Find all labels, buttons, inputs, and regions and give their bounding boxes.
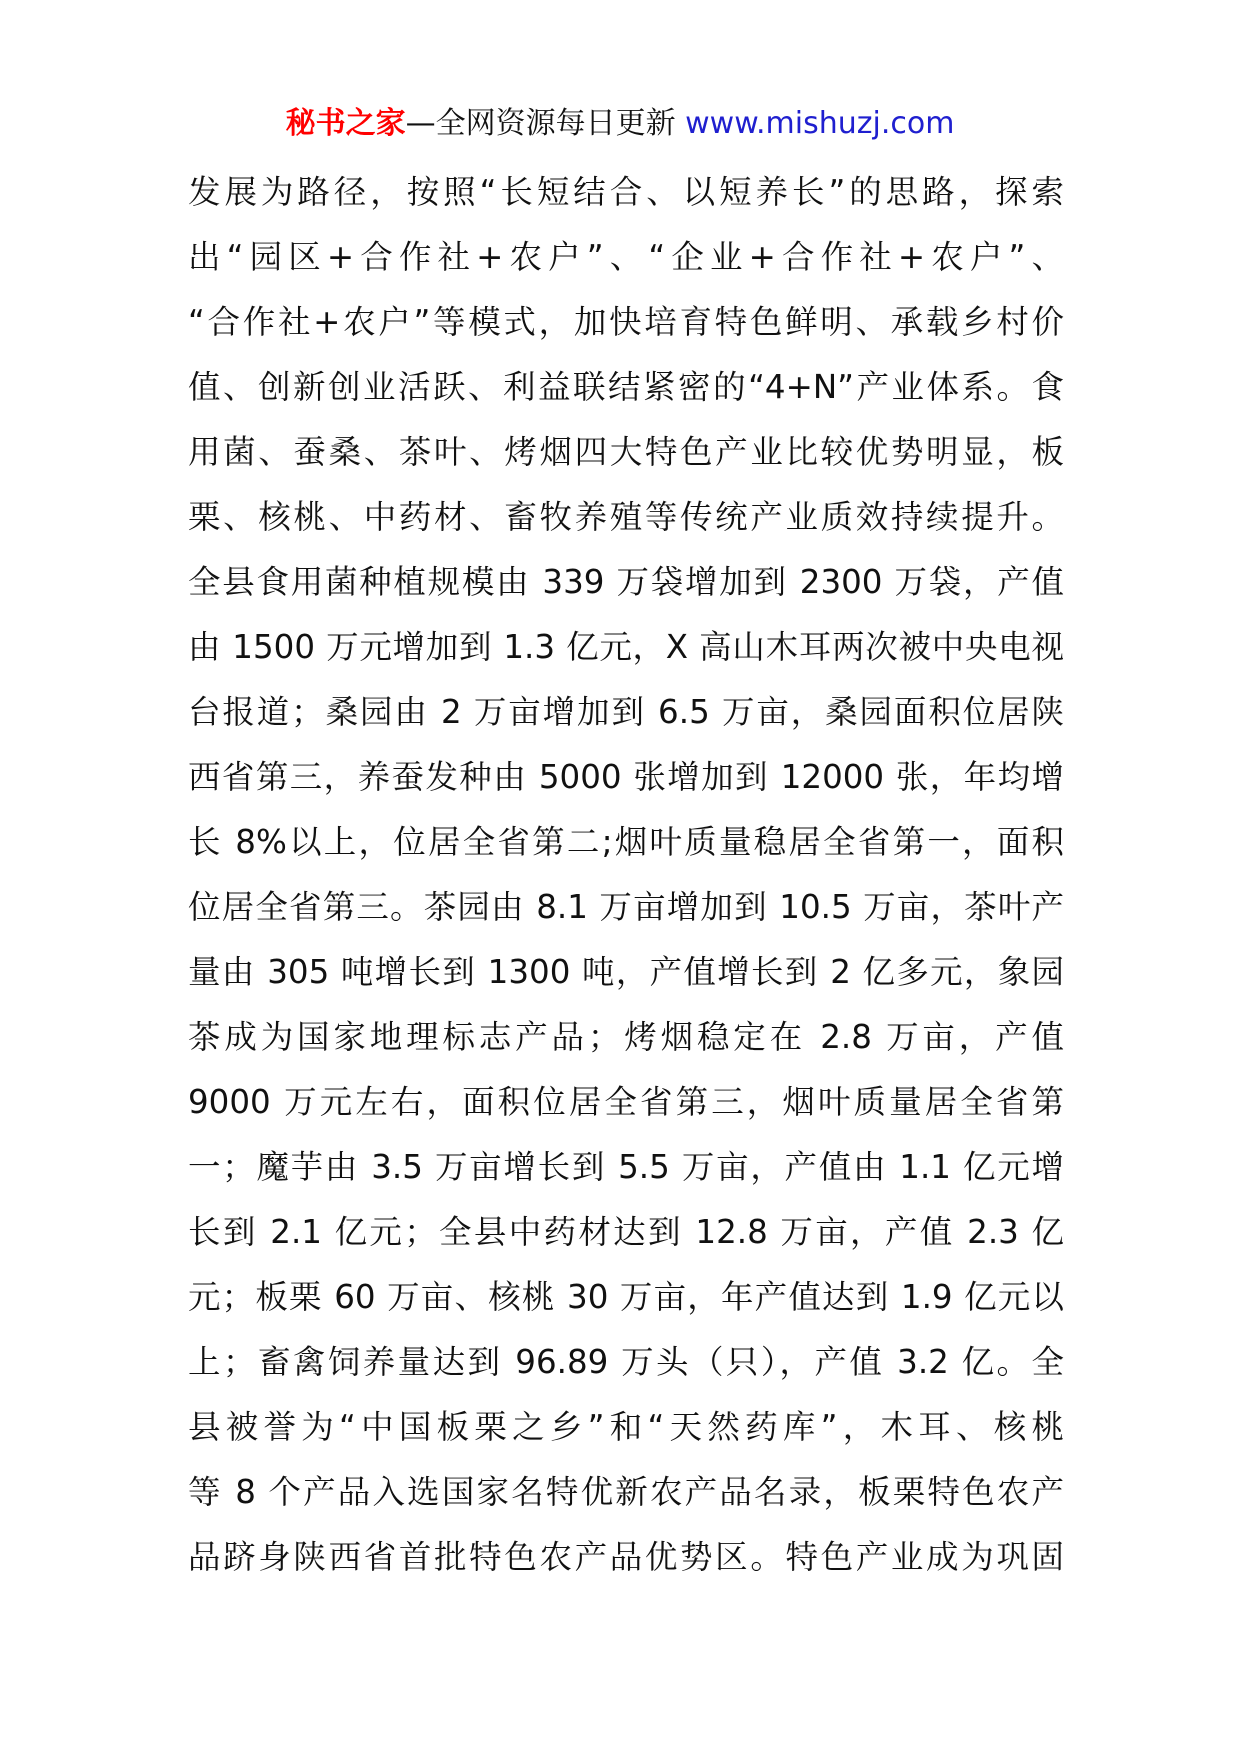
text-line: 长 8%以上，位居全省第二;烟叶质量稳居全省第一，面积 — [188, 823, 1064, 861]
text-line: 全县食用菌种植规模由 339 万袋增加到 2300 万袋，产值 — [188, 563, 1064, 601]
text-line: 西省第三，养蚕发种由 5000 张增加到 12000 张，年均增 — [188, 758, 1064, 796]
text-line: 台报道；桑园由 2 万亩增加到 6.5 万亩，桑园面积位居陕 — [188, 693, 1064, 731]
page-header — [0, 100, 1240, 148]
text-line: 9000 万元左右，面积位居全省第三，烟叶质量居全省第 — [188, 1083, 1064, 1121]
document-body — [188, 160, 1064, 1590]
text-line: 位居全省第三。茶园由 8.1 万亩增加到 10.5 万亩，茶叶产 — [188, 888, 1064, 926]
text-line: 由 1500 万元增加到 1.3 亿元，X 高山木耳两次被中央电视 — [188, 628, 1064, 666]
text-line: 上；畜禽饲养量达到 96.89 万头（只），产值 3.2 亿。全 — [188, 1343, 1064, 1381]
text-line: 茶成为国家地理标志产品；烤烟稳定在 2.8 万亩，产值 — [188, 1018, 1064, 1056]
site-tagline: —全网资源每日更新 — [405, 106, 686, 141]
text-line: 等 8 个产品入选国家名特优新农产品名录，板栗特色农产 — [188, 1473, 1064, 1511]
site-name: 秘书之家 — [285, 106, 406, 141]
site-url-link[interactable]: www.mishuzj.com — [685, 106, 955, 141]
text-line: 长到 2.1 亿元；全县中药材达到 12.8 万亩，产值 2.3 亿 — [188, 1213, 1064, 1251]
text-line: 栗、核桃、中药材、畜牧养殖等传统产业质效持续提升。 — [188, 498, 1064, 536]
text-line: 一；魔芋由 3.5 万亩增长到 5.5 万亩，产值由 1.1 亿元增 — [188, 1148, 1064, 1186]
text-line: 值、创新创业活跃、利益联结紧密的“4+N”产业体系。食 — [188, 368, 1064, 406]
text-line: 量由 305 吨增长到 1300 吨，产值增长到 2 亿多元，象园 — [188, 953, 1064, 991]
text-line: 用菌、蚕桑、茶叶、烤烟四大特色产业比较优势明显，板 — [188, 433, 1064, 471]
text-line: 品跻身陕西省首批特色农产品优势区。特色产业成为巩固 — [188, 1538, 1064, 1576]
text-line: 出“园区+合作社+农户”、“企业+合作社+农户”、 — [188, 238, 1064, 276]
text-line: 发展为路径，按照“长短结合、以短养长”的思路，探索 — [188, 173, 1064, 211]
text-line: 元；板栗 60 万亩、核桃 30 万亩，年产值达到 1.9 亿元以 — [188, 1278, 1064, 1316]
text-line: 县被誉为“中国板栗之乡”和“天然药库”，木耳、核桃 — [188, 1408, 1064, 1446]
text-line: “合作社+农户”等模式，加快培育特色鲜明、承载乡村价 — [188, 303, 1064, 341]
